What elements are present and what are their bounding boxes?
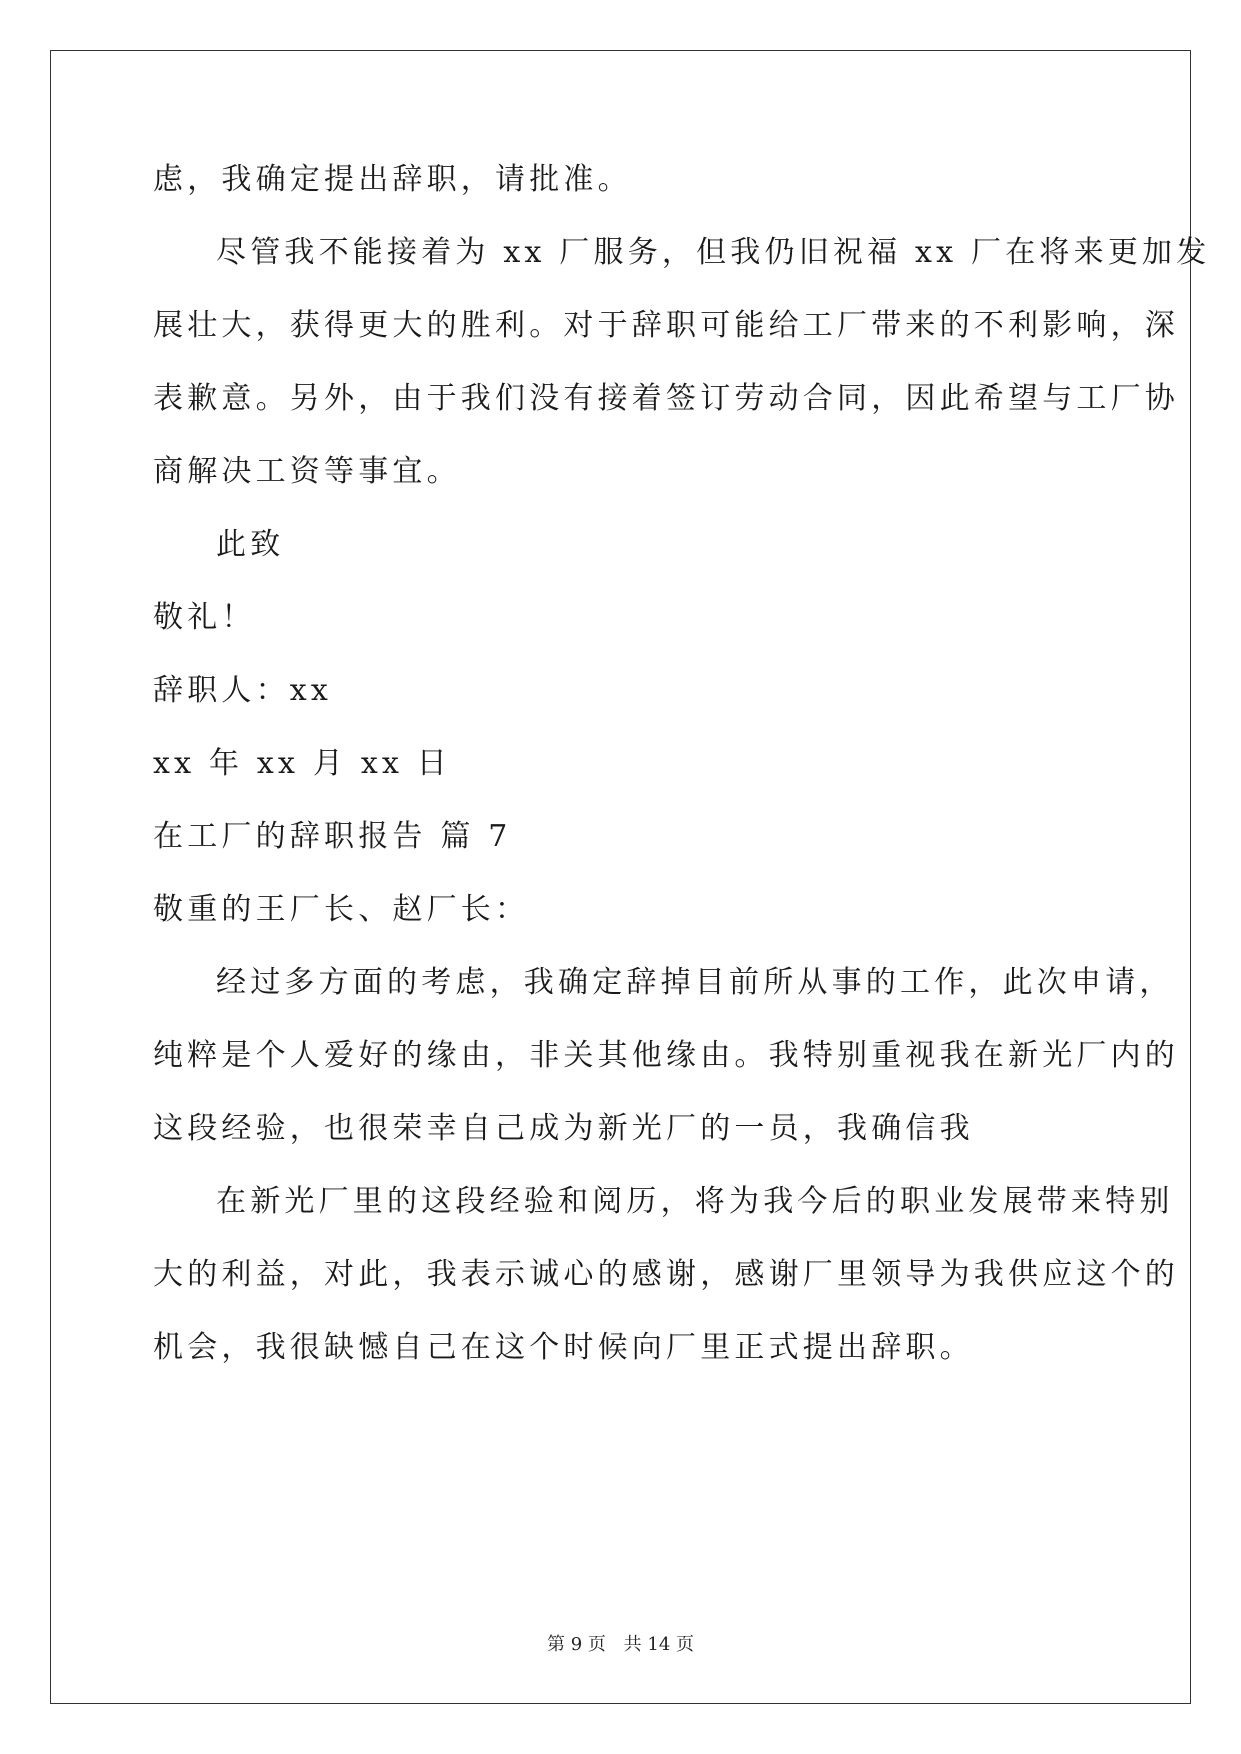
text-line: 经过多方面的考虑，我确定辞掉目前所从事的工作，此次申请， [216, 965, 1174, 1000]
text-line: 表歉意。另外，由于我们没有接着签订劳动合同，因此希望与工厂协 [153, 381, 1179, 416]
text-line: 展壮大，获得更大的胜利。对于辞职可能给工厂带来的不利影响，深 [153, 308, 1179, 343]
page-number: 第 9 页 [547, 1634, 606, 1655]
text-line: 商解决工资等事宜。 [153, 454, 461, 489]
closing-phrase: 此致 [216, 527, 285, 562]
date-line: xx 年 xx 月 xx 日 [153, 746, 451, 781]
greeting: 敬重的王厂长、赵厂长： [153, 892, 530, 927]
salutation: 敬礼！ [153, 600, 256, 635]
text-line: 机会，我很缺憾自己在这个时候向厂里正式提出辞职。 [153, 1330, 974, 1365]
page-footer [0, 1630, 1241, 1656]
page-total: 共 14 页 [623, 1634, 694, 1655]
text-line: 这段经验，也很荣幸自己成为新光厂的一员，我确信我 [153, 1111, 974, 1146]
text-line: 在新光厂里的这段经验和阅历，将为我今后的职业发展带来特别 [216, 1184, 1174, 1219]
page-frame [50, 50, 1211, 1704]
signer: 辞职人：xx [153, 673, 333, 708]
text-line: 尽管我不能接着为 xx 厂服务，但我仍旧祝福 xx 厂在将来更加发 [216, 235, 1211, 270]
text-line: 纯粹是个人爱好的缘由，非关其他缘由。我特别重视我在新光厂内的 [153, 1038, 1179, 1073]
section-title: 在工厂的辞职报告 篇 7 [153, 819, 512, 854]
text-line: 虑，我确定提出辞职，请批准。 [153, 162, 632, 197]
text-line: 大的利益，对此，我表示诚心的感谢，感谢厂里领导为我供应这个的 [153, 1257, 1179, 1292]
